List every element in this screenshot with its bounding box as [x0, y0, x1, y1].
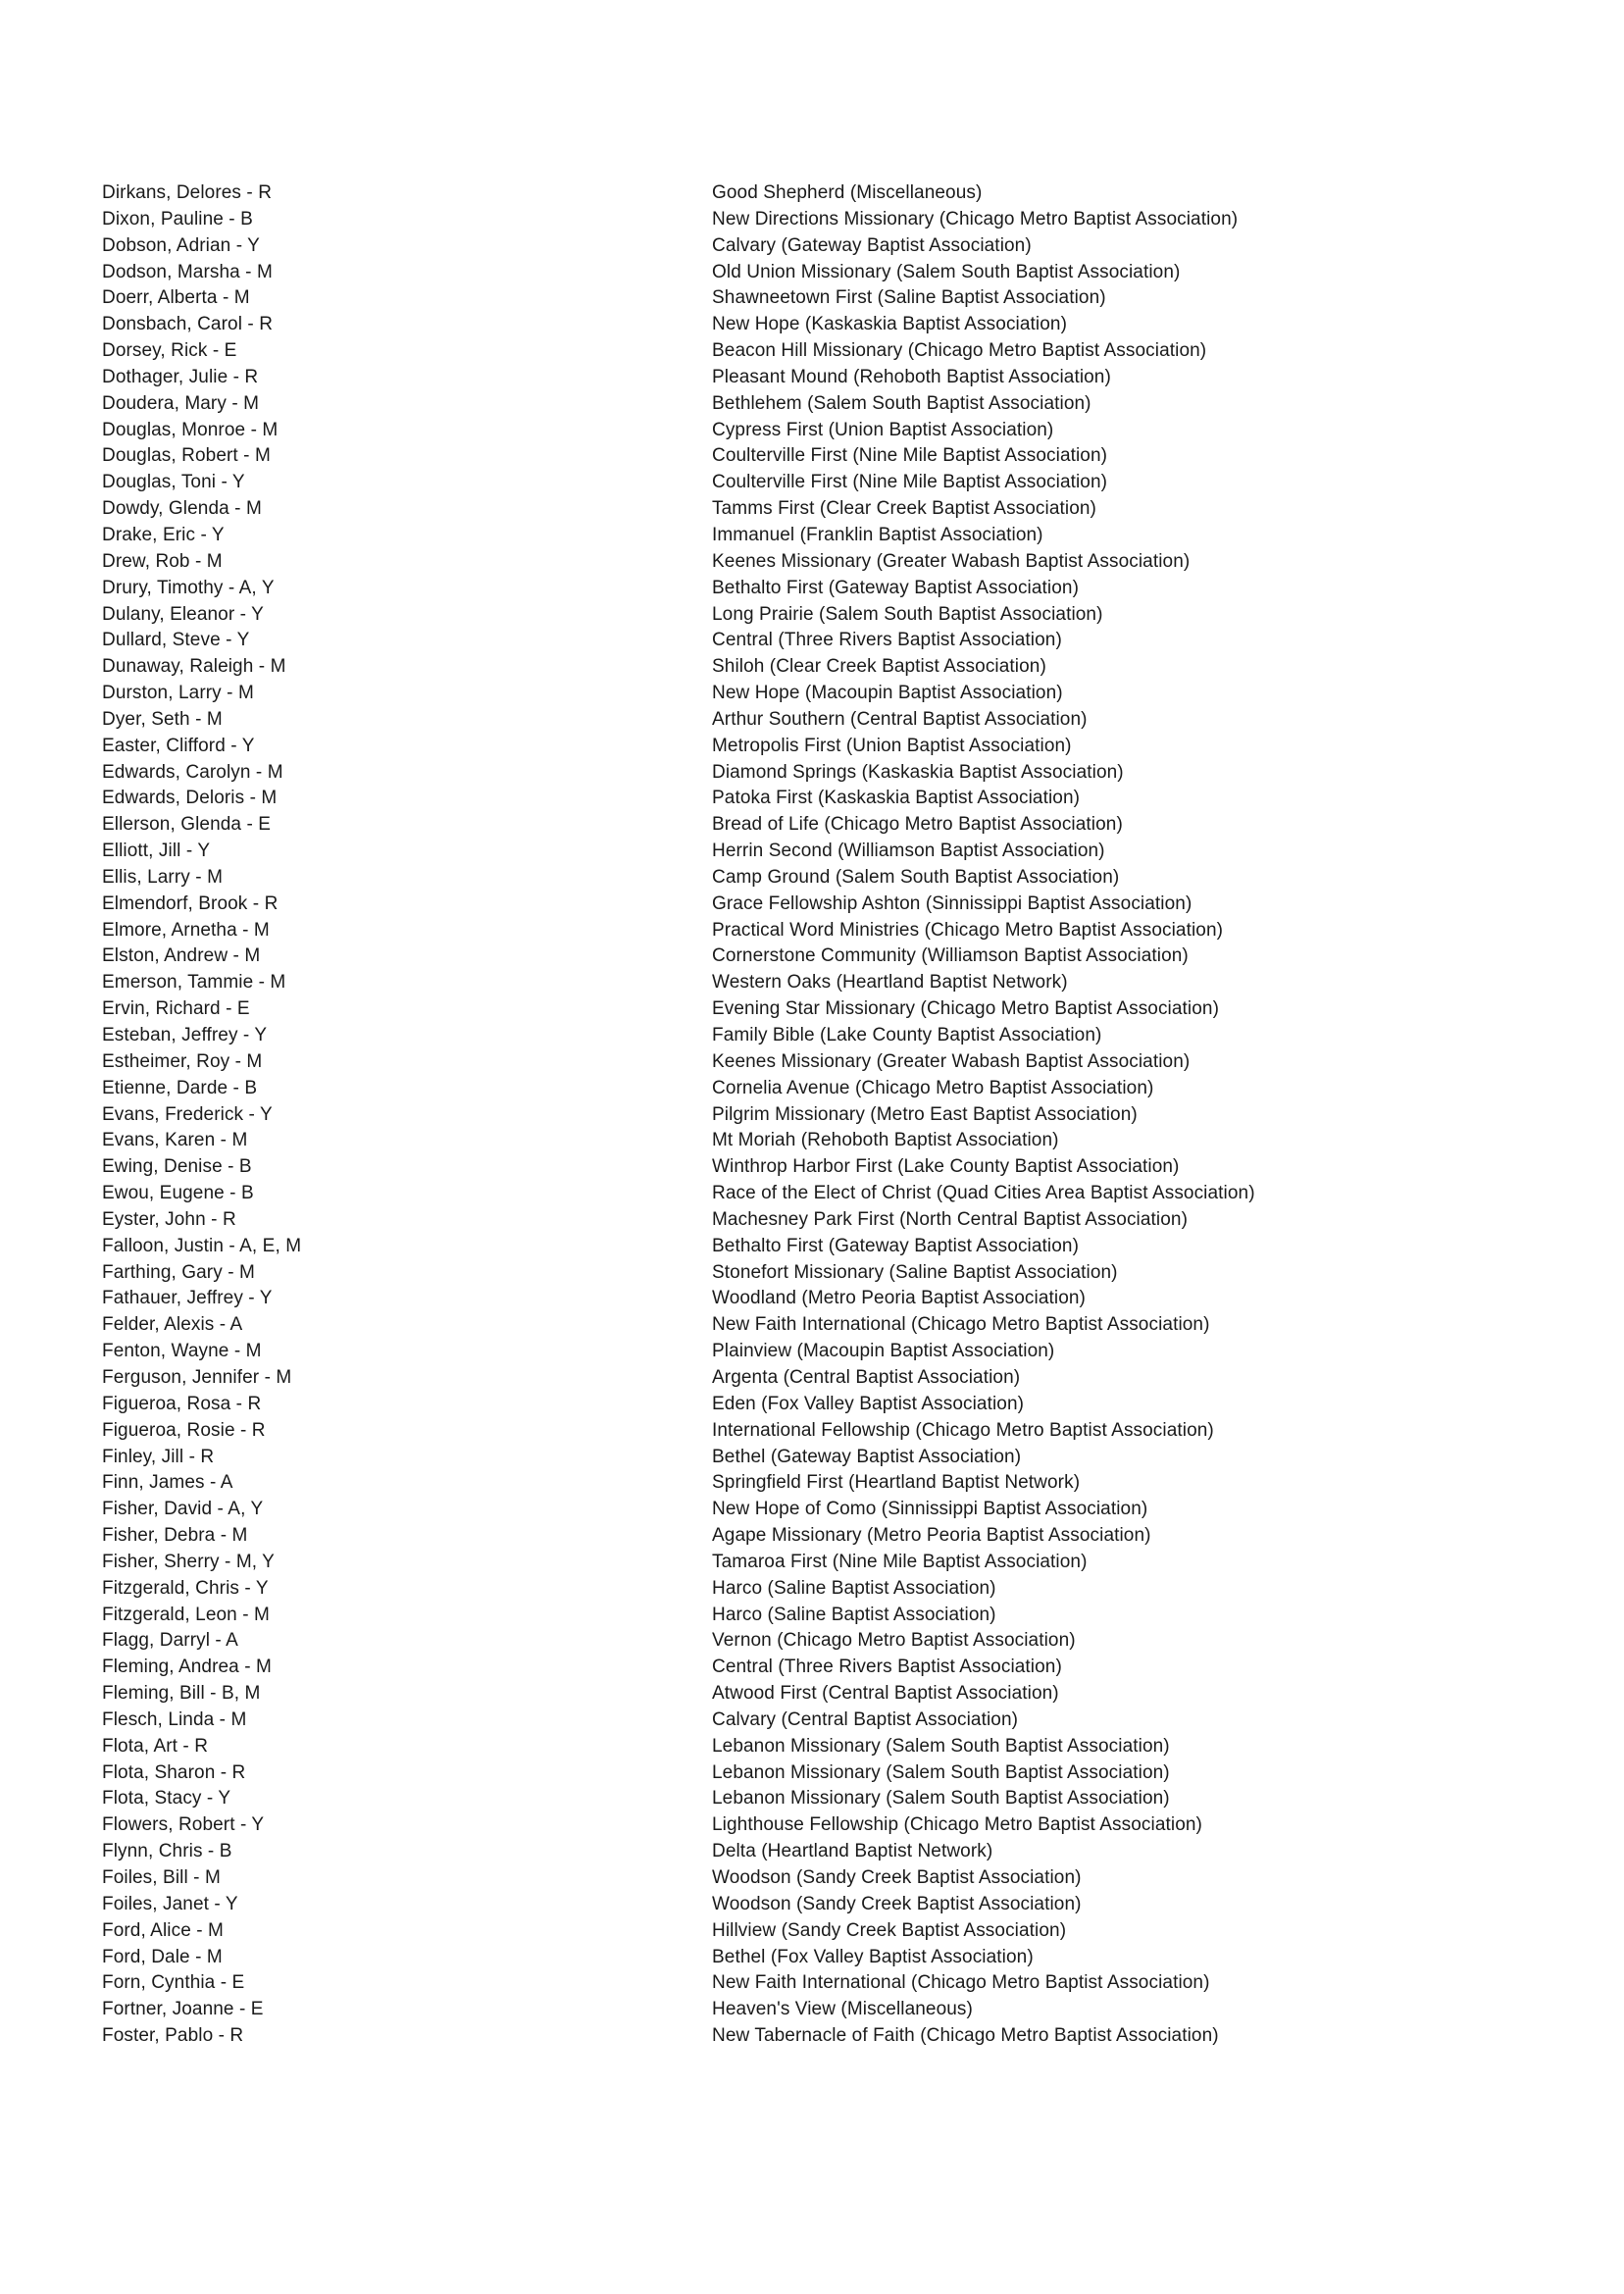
name-entry: Dothager, Julie - R	[102, 366, 259, 387]
church-entry: Harco (Saline Baptist Association)	[712, 1577, 996, 1599]
church-entry: Vernon (Chicago Metro Baptist Association)	[712, 1630, 1076, 1652]
church-entry: Mt Moriah (Rehoboth Baptist Association)	[712, 1130, 1059, 1151]
church-entry: Harco (Saline Baptist Association)	[712, 1604, 996, 1625]
church-entry: New Hope (Kaskaskia Baptist Association)	[712, 314, 1067, 335]
church-entry: Family Bible (Lake County Baptist Association)	[712, 1025, 1102, 1045]
name-entry: Elmendorf, Brook - R	[102, 892, 279, 914]
church-entry: New Hope (Macoupin Baptist Association)	[712, 683, 1063, 704]
churches-column	[712, 180, 1575, 2050]
church-entry: Tamms First (Clear Creek Baptist Association)	[712, 498, 1096, 520]
name-entry: Drew, Rob - M	[102, 550, 223, 572]
church-entry: Bethlehem (Salem South Baptist Association)	[712, 392, 1091, 414]
name-entry: Dyer, Seth - M	[102, 708, 223, 730]
church-entry: Coulterville First (Nine Mile Baptist Association)	[712, 445, 1108, 467]
church-entry: Grace Fellowship Ashton (Sinnissippi Baptist Association)	[712, 892, 1193, 914]
name-entry: Fathauer, Jeffrey - Y	[102, 1288, 273, 1309]
church-entry: New Faith International (Chicago Metro Baptist Association)	[712, 1972, 1210, 1994]
name-entry: Flota, Sharon - R	[102, 1761, 246, 1783]
church-entry: Herrin Second (Williamson Baptist Association)	[712, 841, 1105, 862]
church-entry: Heaven's View (Miscellaneous)	[712, 1999, 973, 2020]
name-entry: Fisher, David - A, Y	[102, 1499, 264, 1520]
name-entry: Fenton, Wayne - M	[102, 1341, 262, 1362]
church-entry: New Directions Missionary (Chicago Metro Baptist Association)	[712, 208, 1239, 229]
name-entry: Doudera, Mary - M	[102, 392, 260, 414]
church-entry: Woodson (Sandy Creek Baptist Association)	[712, 1867, 1082, 1888]
church-entry: Old Union Missionary (Salem South Baptist Association)	[712, 261, 1181, 282]
name-entry: Dullard, Steve - Y	[102, 630, 250, 651]
church-entry: Plainview (Macoupin Baptist Association)	[712, 1341, 1055, 1362]
church-entry: Metropolis First (Union Baptist Association)	[712, 735, 1072, 756]
name-entry: Fisher, Sherry - M, Y	[102, 1551, 275, 1572]
name-entry: Flota, Stacy - Y	[102, 1788, 231, 1810]
church-entry: Bethel (Fox Valley Baptist Association)	[712, 1946, 1034, 1967]
name-entry: Donsbach, Carol - R	[102, 314, 274, 335]
name-entry: Elmore, Arnetha - M	[102, 919, 270, 941]
name-entry: Douglas, Toni - Y	[102, 472, 245, 493]
name-entry: Flota, Art - R	[102, 1735, 209, 1757]
name-entry: Dobson, Adrian - Y	[102, 234, 260, 256]
church-entry: Cornerstone Community (Williamson Baptist Association)	[712, 945, 1189, 967]
church-entry: Pilgrim Missionary (Metro East Baptist Association)	[712, 1103, 1138, 1125]
name-entry: Dixon, Pauline - B	[102, 208, 253, 229]
church-entry: Western Oaks (Heartland Baptist Network)	[712, 972, 1068, 994]
church-entry: Hillview (Sandy Creek Baptist Association)	[712, 1919, 1067, 1941]
name-entry: Evans, Frederick - Y	[102, 1103, 273, 1125]
church-entry: Woodland (Metro Peoria Baptist Association)	[712, 1288, 1086, 1309]
church-entry: Lighthouse Fellowship (Chicago Metro Baptist Association)	[712, 1814, 1202, 1836]
name-entry: Drury, Timothy - A, Y	[102, 577, 275, 598]
church-entry: Beacon Hill Missionary (Chicago Metro Baptist Association)	[712, 340, 1207, 362]
church-entry: Bread of Life (Chicago Metro Baptist Association)	[712, 814, 1123, 836]
church-entry: Stonefort Missionary (Saline Baptist Association)	[712, 1261, 1118, 1283]
name-entry: Doerr, Alberta - M	[102, 287, 250, 309]
name-entry: Ford, Dale - M	[102, 1946, 223, 1967]
name-entry: Estheimer, Roy - M	[102, 1050, 263, 1072]
church-entry: Shiloh (Clear Creek Baptist Association)	[712, 656, 1046, 678]
church-entry: New Faith International (Chicago Metro Baptist Association)	[712, 1314, 1210, 1336]
church-entry: Lebanon Missionary (Salem South Baptist Association)	[712, 1761, 1170, 1783]
name-entry: Emerson, Tammie - M	[102, 972, 286, 994]
church-entry: Bethalto First (Gateway Baptist Association)	[712, 577, 1079, 598]
church-entry: International Fellowship (Chicago Metro Baptist Association)	[712, 1419, 1214, 1441]
name-entry: Dowdy, Glenda - M	[102, 498, 262, 520]
name-entry: Ford, Alice - M	[102, 1919, 224, 1941]
church-entry: Delta (Heartland Baptist Network)	[712, 1841, 993, 1862]
name-entry: Foiles, Janet - Y	[102, 1893, 238, 1914]
name-entry: Etienne, Darde - B	[102, 1077, 258, 1098]
name-entry: Fortner, Joanne - E	[102, 1999, 264, 2020]
church-entry: Coulterville First (Nine Mile Baptist Association)	[712, 472, 1108, 493]
church-entry: Tamaroa First (Nine Mile Baptist Association)	[712, 1551, 1088, 1572]
church-entry: Central (Three Rivers Baptist Association)	[712, 630, 1062, 651]
name-entry: Ellerson, Glenda - E	[102, 814, 272, 836]
name-entry: Dorsey, Rick - E	[102, 340, 237, 362]
church-entry: Calvary (Central Baptist Association)	[712, 1708, 1019, 1730]
church-entry: Lebanon Missionary (Salem South Baptist Association)	[712, 1735, 1170, 1757]
name-entry: Fleming, Bill - B, M	[102, 1683, 261, 1705]
name-entry: Elston, Andrew - M	[102, 945, 261, 967]
church-entry: Bethalto First (Gateway Baptist Association)	[712, 1235, 1079, 1256]
name-entry: Foster, Pablo - R	[102, 2025, 244, 2047]
name-entry: Fleming, Andrea - M	[102, 1657, 272, 1678]
name-entry: Ellis, Larry - M	[102, 866, 223, 888]
name-entry: Eyster, John - R	[102, 1208, 236, 1230]
name-entry: Flagg, Darryl - A	[102, 1630, 238, 1652]
church-entry: Machesney Park First (North Central Baptist Association)	[712, 1208, 1188, 1230]
church-entry: Evening Star Missionary (Chicago Metro Baptist Association)	[712, 998, 1220, 1020]
name-entry: Drake, Eric - Y	[102, 524, 225, 545]
name-entry: Fisher, Debra - M	[102, 1525, 248, 1547]
church-entry: New Tabernacle of Faith (Chicago Metro Baptist Association)	[712, 2025, 1219, 2047]
church-entry: Lebanon Missionary (Salem South Baptist Association)	[712, 1788, 1170, 1810]
church-entry: Springfield First (Heartland Baptist Network)	[712, 1472, 1081, 1494]
name-entry: Flowers, Robert - Y	[102, 1814, 265, 1836]
name-entry: Esteban, Jeffrey - Y	[102, 1025, 268, 1045]
name-entry: Foiles, Bill - M	[102, 1867, 221, 1888]
church-entry: New Hope of Como (Sinnissippi Baptist Association)	[712, 1499, 1148, 1520]
name-entry: Farthing, Gary - M	[102, 1261, 255, 1283]
name-entry: Edwards, Deloris - M	[102, 788, 278, 809]
name-entry: Ferguson, Jennifer - M	[102, 1366, 292, 1388]
name-entry: Forn, Cynthia - E	[102, 1972, 245, 1994]
church-entry: Cypress First (Union Baptist Association)	[712, 419, 1054, 440]
church-entry: Immanuel (Franklin Baptist Association)	[712, 524, 1043, 545]
church-entry: Long Prairie (Salem South Baptist Association)	[712, 603, 1103, 625]
name-entry: Evans, Karen - M	[102, 1130, 248, 1151]
names-column	[102, 180, 612, 2050]
church-entry: Central (Three Rivers Baptist Association)	[712, 1657, 1062, 1678]
church-entry: Eden (Fox Valley Baptist Association)	[712, 1393, 1025, 1414]
church-entry: Patoka First (Kaskaskia Baptist Association)	[712, 788, 1081, 809]
name-entry: Dodson, Marsha - M	[102, 261, 273, 282]
name-entry: Figueroa, Rosa - R	[102, 1393, 262, 1414]
name-entry: Elliott, Jill - Y	[102, 841, 211, 862]
name-entry: Flynn, Chris - B	[102, 1841, 232, 1862]
church-entry: Argenta (Central Baptist Association)	[712, 1366, 1021, 1388]
church-entry: Calvary (Gateway Baptist Association)	[712, 234, 1032, 256]
name-entry: Douglas, Robert - M	[102, 445, 271, 467]
name-entry: Fitzgerald, Chris - Y	[102, 1577, 269, 1599]
name-entry: Falloon, Justin - A, E, M	[102, 1235, 302, 1256]
church-entry: Bethel (Gateway Baptist Association)	[712, 1446, 1022, 1467]
church-entry: Keenes Missionary (Greater Wabash Baptist Association)	[712, 1050, 1191, 1072]
name-entry: Durston, Larry - M	[102, 683, 254, 704]
church-entry: Pleasant Mound (Rehoboth Baptist Association)	[712, 366, 1111, 387]
church-entry: Keenes Missionary (Greater Wabash Baptist Association)	[712, 550, 1191, 572]
church-entry: Atwood First (Central Baptist Association)	[712, 1683, 1059, 1705]
name-entry: Flesch, Linda - M	[102, 1708, 247, 1730]
church-entry: Good Shepherd (Miscellaneous)	[712, 182, 983, 203]
church-entry: Agape Missionary (Metro Peoria Baptist Association)	[712, 1525, 1151, 1547]
church-entry: Practical Word Ministries (Chicago Metro Baptist Association)	[712, 919, 1224, 941]
name-entry: Dunaway, Raleigh - M	[102, 656, 286, 678]
church-entry: Camp Ground (Salem South Baptist Association)	[712, 866, 1120, 888]
name-entry: Ewing, Denise - B	[102, 1156, 252, 1178]
name-entry: Dirkans, Delores - R	[102, 182, 273, 203]
church-entry: Shawneetown First (Saline Baptist Association)	[712, 287, 1106, 309]
name-entry: Felder, Alexis - A	[102, 1314, 243, 1336]
name-entry: Finley, Jill - R	[102, 1446, 215, 1467]
name-entry: Figueroa, Rosie - R	[102, 1419, 266, 1441]
church-entry: Diamond Springs (Kaskaskia Baptist Association)	[712, 761, 1124, 783]
church-entry: Cornelia Avenue (Chicago Metro Baptist Association)	[712, 1077, 1154, 1098]
name-entry: Dulany, Eleanor - Y	[102, 603, 264, 625]
name-entry: Douglas, Monroe - M	[102, 419, 279, 440]
name-entry: Ewou, Eugene - B	[102, 1183, 254, 1204]
name-entry: Finn, James - A	[102, 1472, 233, 1494]
name-entry: Fitzgerald, Leon - M	[102, 1604, 270, 1625]
name-entry: Ervin, Richard - E	[102, 998, 250, 1020]
church-entry: Winthrop Harbor First (Lake County Baptist Association)	[712, 1156, 1180, 1178]
church-entry: Arthur Southern (Central Baptist Association)	[712, 708, 1088, 730]
church-entry: Race of the Elect of Christ (Quad Cities Area Baptist Association)	[712, 1183, 1255, 1204]
name-entry: Easter, Clifford - Y	[102, 735, 255, 756]
name-entry: Edwards, Carolyn - M	[102, 761, 283, 783]
church-entry: Woodson (Sandy Creek Baptist Association)	[712, 1893, 1082, 1914]
